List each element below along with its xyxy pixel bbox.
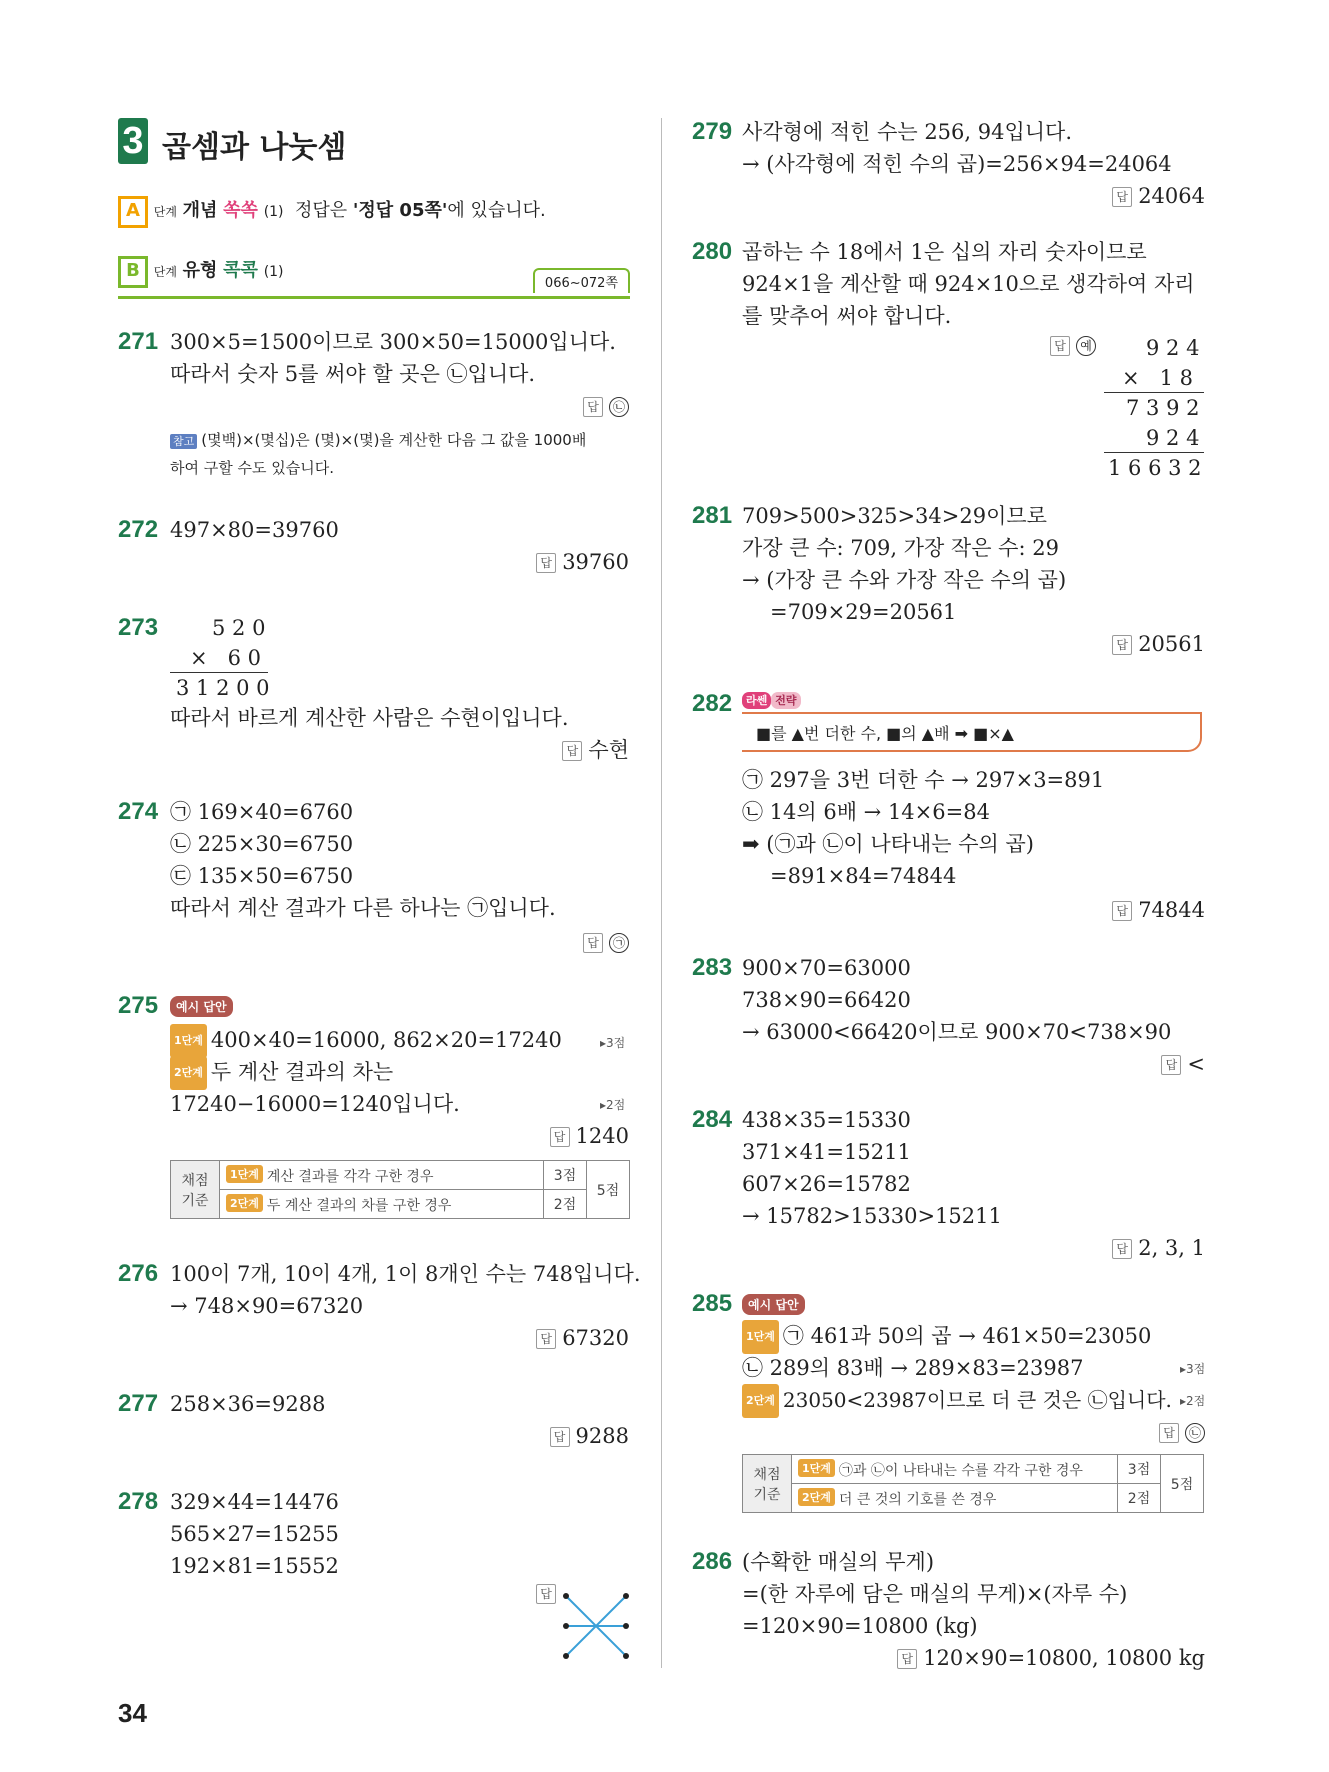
points: ▸3점: [1180, 1362, 1206, 1376]
answer-value: 20561: [1138, 632, 1205, 656]
points: ▸3점: [600, 1036, 626, 1050]
text-line: 565×27=15255: [170, 1522, 339, 1546]
answer-value: ㉡: [609, 397, 629, 417]
text-line: → 15782>15330>15211: [742, 1204, 1002, 1228]
text-line: ㉡ 14의 6배 → 14×6=84: [742, 800, 990, 824]
text-line: 100이 7개, 10이 4개, 1이 8개인 수는 748입니다.: [170, 1262, 641, 1286]
problem-number: 272: [118, 516, 159, 543]
scoring-points: 2점: [544, 1190, 587, 1219]
text-line: [170, 1056, 393, 1090]
a-stage-title2: 쏙쏙: [223, 200, 258, 221]
text-line: (수확한 매실의 무게): [742, 1550, 935, 1574]
problem-number: 279: [692, 118, 733, 145]
text-line: ㉠ 297을 3번 더한 수 → 297×3=891: [742, 768, 1105, 792]
text-line: 371×41=15211: [742, 1140, 911, 1164]
chapter-number-icon: 3: [118, 118, 148, 164]
column-divider: [661, 118, 662, 1668]
problem-number: 284: [692, 1106, 733, 1133]
b-stage-header: [118, 256, 630, 299]
text-line: =709×29=20561: [770, 600, 957, 624]
page-number: 34: [118, 1698, 147, 1728]
match-dot: [563, 1623, 569, 1629]
text-line: 따라서 계산 결과가 다른 하나는 ㉠입니다.: [170, 896, 556, 920]
problem-number: 276: [118, 1260, 159, 1287]
problem-number: 283: [692, 954, 733, 981]
calc-row: 7 3 9 2: [1126, 396, 1200, 420]
answer-value: ㉠: [609, 933, 629, 953]
text-line: 따라서 바르게 계산한 사람은 수현이입니다.: [170, 706, 569, 730]
scoring-row: 1단계 ㉠과 ㉡이 나타내는 수를 각각 구한 경우: [792, 1455, 1118, 1484]
calc-row: × 1 8: [1122, 366, 1194, 390]
b-stage-label: 단계: [153, 265, 177, 279]
answer-icon: 답: [583, 933, 603, 953]
example-answer-badge: 예시 답안: [742, 1294, 805, 1315]
answer: [1112, 894, 1205, 926]
text-line: ㉢ 135×50=6750: [170, 864, 354, 888]
scoring-total: 5점: [1161, 1455, 1204, 1513]
text-line: ➡ (㉠과 ㉡이 나타내는 수의 곱): [742, 832, 1034, 856]
scoring-points: 3점: [544, 1161, 587, 1190]
note-line: 하여 구할 수도 있습니다.: [170, 459, 334, 477]
match-dot: [563, 1593, 569, 1599]
text-line: ㉡ 225×30=6750: [170, 832, 354, 856]
problem-number: 286: [692, 1548, 733, 1575]
scoring-row: 2단계 두 계산 결과의 차를 구한 경우: [220, 1190, 544, 1219]
scoring-table: [742, 1454, 1204, 1513]
answer-icon: 답: [1112, 901, 1132, 921]
step-badge: 1단계: [170, 1024, 207, 1058]
answer-icon: 답: [1112, 187, 1132, 207]
a-note-bold: '정답 05쪽': [352, 200, 448, 221]
note-tag: 참고: [170, 434, 197, 449]
note-line: (몇백)×(몇십)은 (몇)×(몇)을 계산한 다음 그 값을 1000배: [201, 431, 587, 449]
answer-icon: 답: [536, 1584, 556, 1604]
a-note-post: 에 있습니다.: [447, 200, 546, 221]
problem-number: 275: [118, 992, 159, 1019]
text-line: 192×81=15552: [170, 1554, 339, 1578]
a-stage-header: [118, 196, 546, 228]
problem-number: 278: [118, 1488, 159, 1515]
answer: [897, 1642, 1205, 1674]
points: ▸2점: [1180, 1394, 1206, 1408]
text-line: =891×84=74844: [770, 864, 957, 888]
text-line: [170, 1024, 562, 1058]
scoring-row: 2단계 더 큰 것의 기호를 쓴 경우: [792, 1484, 1118, 1513]
answer-icon: 답: [1159, 1423, 1179, 1443]
points: ▸2점: [600, 1098, 626, 1112]
match-dot: [623, 1623, 629, 1629]
answer-icon: 답: [536, 553, 556, 573]
a-note-pre: 정답은: [294, 200, 353, 221]
text-line: 곱하는 수 18에서 1은 십의 자리 숫자이므로: [742, 240, 1147, 264]
text-line: 900×70=63000: [742, 956, 911, 980]
answer-icon: 답: [1112, 1239, 1132, 1259]
step-badge: 2단계: [170, 1056, 207, 1090]
a-stage-title1: 개념: [182, 200, 218, 221]
answer-icon: 답: [1050, 336, 1070, 356]
problem-number: 282: [692, 690, 733, 717]
answer-icon: 답: [1112, 635, 1132, 655]
example-mark: 예: [1076, 336, 1096, 356]
answer-icon: 답: [583, 397, 603, 417]
answer-value: 74844: [1138, 898, 1205, 922]
text-line: 607×26=15782: [742, 1172, 911, 1196]
text-line: → (사각형에 적힌 수의 곱)=256×94=24064: [742, 152, 1172, 176]
text-line: 를 맞추어 써야 합니다.: [742, 304, 952, 328]
match-dot: [623, 1593, 629, 1599]
problem-number: 285: [692, 1290, 733, 1317]
calc-row: 9 2 4: [1146, 336, 1200, 360]
answer: [536, 1322, 629, 1354]
text-line: → (가장 큰 수와 가장 작은 수의 곱): [742, 568, 1067, 592]
text-content: 23050<23987이므로 더 큰 것은 ㉡입니다.: [782, 1388, 1172, 1412]
answer-icon: 답: [1161, 1055, 1181, 1075]
scoring-points: 2점: [1118, 1484, 1161, 1513]
text-line: 738×90=66420: [742, 988, 911, 1012]
text-line: 709>500>325>34>29이므로: [742, 504, 1047, 528]
example-answer-badge: 예시 답안: [170, 996, 233, 1017]
scoring-head: 채점 기준: [743, 1455, 792, 1513]
answer-icon: 답: [562, 741, 582, 761]
text-line: 300×5=1500이므로 300×50=15000입니다.: [170, 330, 616, 354]
b-stage-title1: 유형: [182, 260, 218, 281]
problem-number: 281: [692, 502, 733, 529]
problem-number: 280: [692, 238, 733, 265]
text-content: 두 계산 결과의 차는: [210, 1060, 394, 1084]
answer: [583, 390, 629, 422]
b-stage-part: (1): [263, 264, 284, 280]
text-line: 924×1을 계산할 때 924×10으로 생각하여 자리: [742, 272, 1195, 296]
text-line: 사각형에 적힌 수는 256, 94입니다.: [742, 120, 1073, 144]
text-line: 438×35=15330: [742, 1108, 911, 1132]
a-stage-icon: A: [118, 196, 148, 228]
answer: [1112, 628, 1205, 660]
step-badge: 1단계: [742, 1320, 779, 1354]
answer-value: 1240: [575, 1124, 629, 1148]
answer-value: ㉡: [1185, 1423, 1205, 1443]
calc-row: × 6 0: [190, 646, 262, 670]
text-line: ㉡ 289의 83배 → 289×83=23987: [742, 1356, 1084, 1380]
note: [170, 426, 586, 456]
answer-icon: 답: [536, 1329, 556, 1349]
problem-number: 274: [118, 798, 159, 825]
text-line: [742, 1320, 1151, 1354]
text-content: ㉠ 461과 50의 곱 → 461×50=23050: [782, 1324, 1152, 1348]
answer-value: 수현: [588, 738, 629, 762]
text-line: 가장 큰 수: 709, 가장 작은 수: 29: [742, 536, 1059, 560]
step-badge: 2단계: [742, 1384, 779, 1418]
calc-row: 5 2 0: [212, 616, 266, 640]
answer-value: 120×90=10800, 10800 kg: [923, 1646, 1205, 1670]
strategy-box: ■를 ▲번 더한 수, ■의 ▲배 ➡ ■×▲: [742, 712, 1202, 752]
answer-value: 2, 3, 1: [1138, 1236, 1205, 1260]
answer-icon: 답: [550, 1127, 570, 1147]
strategy-tag-2: 전략: [771, 692, 800, 709]
calc-row: 1 6 6 3 2: [1108, 456, 1202, 480]
text-line: → 63000<66420이므로 900×70<738×90: [742, 1020, 1172, 1044]
b-stage-title2: 콕콕: [223, 260, 258, 281]
match-dot: [563, 1653, 569, 1659]
text-line: [742, 1384, 1172, 1418]
b-pages-tag: 066~072쪽: [533, 268, 630, 293]
answer-value: 9288: [575, 1424, 629, 1448]
answer-value: 24064: [1138, 184, 1205, 208]
answer-marker: [1050, 336, 1096, 356]
a-stage-label: 단계: [153, 205, 177, 219]
text-line: 497×80=39760: [170, 518, 339, 542]
answer: [583, 926, 629, 958]
scoring-points: 3점: [1118, 1455, 1161, 1484]
scoring-head: 채점 기준: [171, 1161, 220, 1219]
text-line: 258×36=9288: [170, 1392, 326, 1416]
strategy-tag-1: 라쎈: [742, 692, 771, 709]
answer-value: 67320: [562, 1326, 629, 1350]
match-dot: [623, 1653, 629, 1659]
problem-number: 273: [118, 614, 159, 641]
text-line: → 748×90=67320: [170, 1294, 364, 1318]
answer: [1161, 1048, 1205, 1080]
answer: [1112, 1232, 1205, 1264]
answer: [1159, 1416, 1205, 1448]
answer-icon: 답: [550, 1427, 570, 1447]
chapter-title: 곱셈과 나눗셈: [162, 130, 347, 165]
answer: [562, 734, 629, 766]
answer: [550, 1120, 629, 1152]
answer-icon: 답: [897, 1649, 917, 1669]
calc-row: 9 2 4: [1146, 426, 1200, 450]
strategy-tag: [742, 692, 801, 708]
answer: [1112, 180, 1205, 212]
text-line: 17240−16000=1240입니다.: [170, 1092, 460, 1116]
scoring-total: 5점: [587, 1161, 630, 1219]
problem-number: 277: [118, 1390, 159, 1417]
text-line: ㉠ 169×40=6760: [170, 800, 354, 824]
text-content: 400×40=16000, 862×20=17240: [210, 1028, 562, 1052]
calc-row: 3 1 2 0 0: [176, 676, 270, 700]
problem-number: 271: [118, 328, 159, 355]
answer-value: <: [1187, 1052, 1205, 1076]
text-line: =120×90=10800 (kg): [742, 1614, 978, 1638]
matching-lines-diagram: [556, 1586, 636, 1666]
text-line: 따라서 숫자 5를 써야 할 곳은 ㉡입니다.: [170, 362, 536, 386]
scoring-table: [170, 1160, 630, 1219]
answer: [536, 546, 629, 578]
text-line: 329×44=14476: [170, 1490, 339, 1514]
answer-value: 39760: [562, 550, 629, 574]
text-line: =(한 자루에 담은 매실의 무게)×(자루 수): [742, 1582, 1128, 1606]
a-stage-part: (1): [263, 204, 284, 220]
answer: [550, 1420, 629, 1452]
b-stage-icon: B: [118, 256, 148, 288]
scoring-row: 1단계 계산 결과를 각각 구한 경우: [220, 1161, 544, 1190]
